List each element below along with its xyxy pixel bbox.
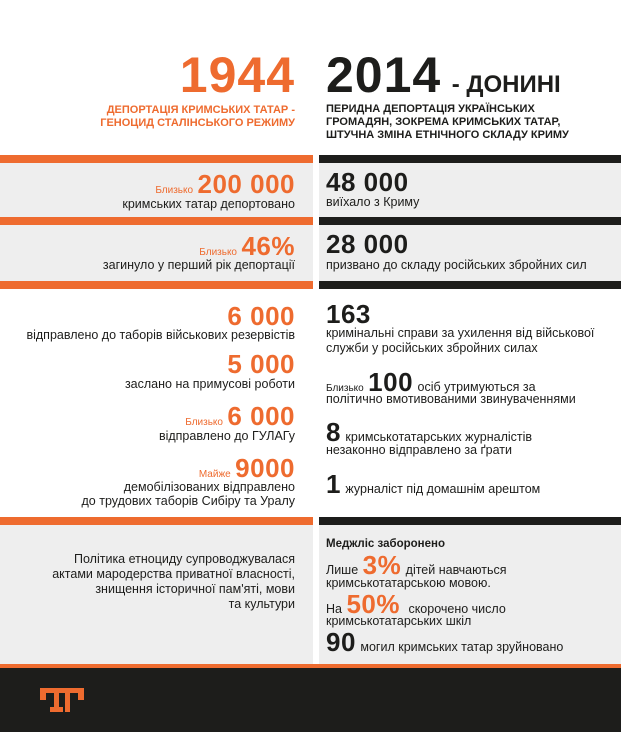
row2-left-prefix: Близько	[199, 247, 237, 258]
row2-right-bottom-bar	[319, 281, 621, 289]
list-right-c-value: 8	[326, 417, 341, 447]
row2-divider	[313, 225, 319, 281]
row2-right-text: призвано до складу російських збройних сил	[326, 258, 587, 272]
bottom-right-l2-text2: кримськотатарських шкіл	[326, 614, 472, 628]
list-right-c-text-2: незаконно відправлено за ґрати	[326, 443, 512, 457]
bottom-right-l3	[326, 628, 563, 656]
bottom-right-l1	[326, 551, 506, 579]
list-left-d-text-1: демобілізованих відправлено	[123, 480, 295, 494]
row2-left-value: 46%	[241, 231, 295, 261]
row1-left-top-bar	[0, 155, 313, 163]
list-right-d-text: журналіст під домашнім арештом	[345, 482, 541, 496]
list-left-c-stat	[185, 402, 295, 430]
header-right-subtitle-3: ШТУЧНА ЗМІНА ЕТНІЧНОГО СКЛАДУ КРИМУ	[326, 129, 569, 141]
header-year-suffix: - ДОНИНІ	[451, 71, 561, 98]
header-right-subtitle-2: ГРОМАДЯН, ЗОКРЕМА КРИМСЬКИХ ТАТАР,	[326, 116, 561, 128]
bottom-right-l1-value: 3%	[362, 550, 402, 580]
bottom-right-title: Меджліс заборонено	[326, 538, 445, 550]
list-right-a-text-1: кримінальні справи за ухилення від військової	[326, 326, 595, 340]
row1-left-prefix: Близько	[155, 185, 194, 196]
row2-left-stat	[199, 232, 295, 260]
row2-left-top-bar	[0, 217, 313, 225]
bottom-left-line-1: Політика етноциду супроводжувалася	[74, 552, 295, 566]
bottom-left-top-bar	[0, 517, 313, 525]
bottom-right-l2-value: 50%	[346, 589, 400, 619]
list-left-a-text: відправлено до таборів військових резервістів	[26, 328, 295, 342]
header-right-subtitle-1: ПЕРИДНА ДЕПОРТАЦІЯ УКРАЇНСЬКИХ	[326, 103, 535, 115]
row1-right-text: виїхало з Криму	[326, 195, 420, 209]
bottom-left-line-3: знищення історичної пам'яті, мови	[95, 582, 295, 596]
bottom-right-l1-prefix: Лише	[326, 563, 359, 577]
list-left-b-value: 5 000	[227, 349, 295, 379]
list-left-d-stat	[199, 454, 295, 482]
header-left-subtitle-2: ГЕНОЦИД СТАЛІНСЬКОГО РЕЖИМУ	[100, 117, 295, 129]
row2-right-value: 28 000	[326, 229, 409, 259]
bottom-right-top-bar	[319, 517, 621, 525]
bottom-right-l2-text: скорочено число	[408, 602, 506, 616]
list-right-a-value: 163	[326, 299, 371, 329]
row1-left-value: 200 000	[197, 169, 295, 199]
list-right-a-text-2: служби у російських збройних силах	[326, 341, 538, 355]
bottom-right-l2-prefix: На	[326, 602, 342, 616]
list-right-b-value: 100	[368, 367, 414, 397]
row1-band	[0, 163, 621, 217]
list-right-b-text-1: осіб утримуються за	[417, 380, 536, 394]
crimean-tatar-tamga-icon	[40, 688, 84, 712]
row1-divider	[313, 163, 319, 217]
bottom-right-l3-value: 90	[326, 627, 356, 657]
list-left-d-value: 9000	[235, 453, 295, 483]
list-left-a-value: 6 000	[227, 301, 295, 331]
list-right-d-stat	[326, 470, 540, 498]
row2-left-text: загинуло у перший рік депортації	[102, 258, 295, 272]
list-left-d-prefix: Майже	[198, 469, 231, 480]
row2-left-bottom-bar	[0, 281, 313, 289]
header-year-2014: 2014	[326, 47, 442, 103]
list-right-d-value: 1	[326, 469, 341, 499]
row1-left-stat	[155, 170, 295, 198]
bottom-right-l1-text: дітей навчаються	[405, 563, 507, 577]
list-left-b-text: заслано на примусові роботи	[124, 377, 295, 391]
header-right-title	[326, 47, 561, 103]
bottom-right-l1-text2: кримськотатарською мовою.	[326, 576, 491, 590]
list-left-c-prefix: Близько	[185, 417, 223, 428]
footer	[0, 668, 621, 732]
list-left-d-text-2: до трудових таборів Сибіру та Уралу	[81, 494, 295, 508]
list-right-c-stat	[326, 418, 532, 446]
row1-right-top-bar	[319, 155, 621, 163]
row1-right-value: 48 000	[326, 167, 409, 197]
header-year-1944: 1944	[179, 47, 295, 103]
list-right-b-text-2: політично вмотивованими звинуваченнями	[326, 392, 576, 406]
row2-right-top-bar	[319, 217, 621, 225]
bottom-right-l3-text: могил кримських татар зруйновано	[360, 640, 564, 654]
list-left-c-text: відправлено до ГУЛАГу	[158, 429, 295, 443]
bottom-left-line-2: актами мародерства приватної власності,	[52, 567, 295, 581]
row1-left-text: кримських татар депортовано	[122, 197, 295, 211]
bottom-left-line-4: та культури	[228, 597, 295, 611]
header-left-subtitle-1: ДЕПОРТАЦІЯ КРИМСЬКИХ ТАТАР -	[106, 104, 295, 116]
list-right-b-prefix: Близько	[326, 383, 364, 394]
list-right-c-text-1: кримськотатарських журналістів	[345, 430, 533, 444]
list-left-c-value: 6 000	[227, 401, 295, 431]
bottom-divider	[313, 525, 319, 664]
